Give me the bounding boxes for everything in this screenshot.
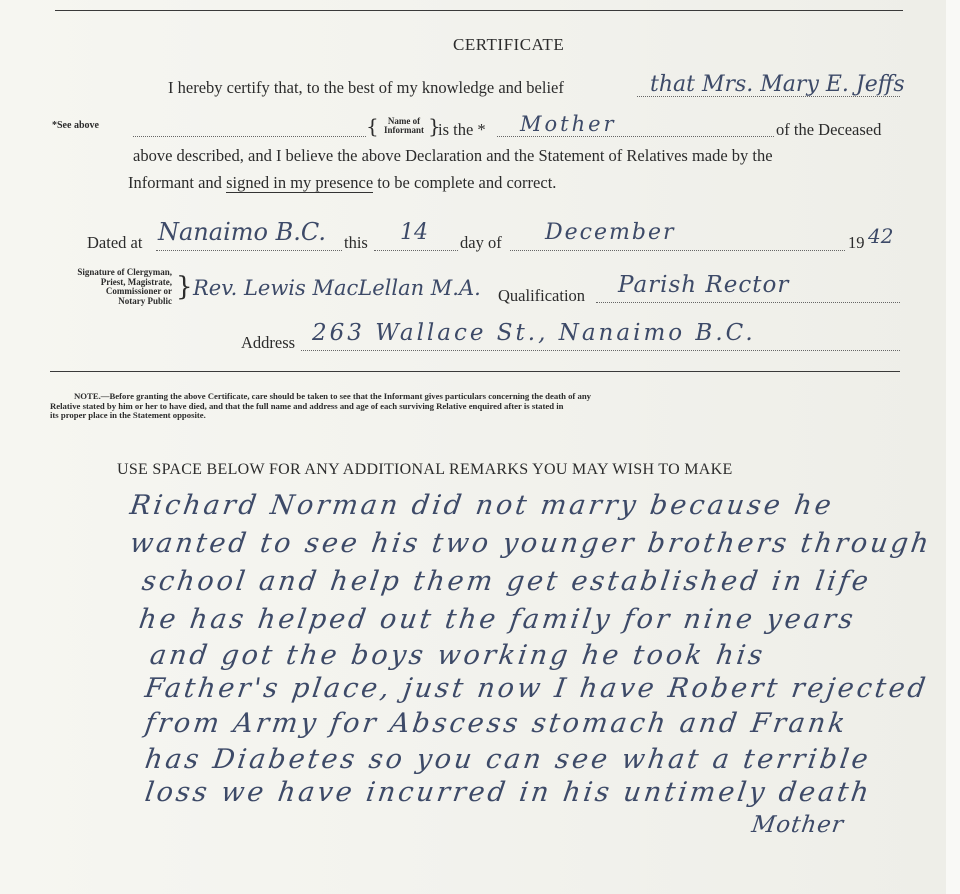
note-block bbox=[50, 392, 900, 421]
qualification-dotline bbox=[596, 302, 900, 303]
day-of-label: day of bbox=[460, 233, 502, 252]
remark-line-5: and got the boys working he took his bbox=[148, 640, 768, 671]
remark-line-7: from Army for Abscess stomach and Frank bbox=[143, 708, 850, 739]
day-dotline bbox=[374, 250, 458, 251]
dated-at-label: Dated at bbox=[87, 233, 143, 252]
relationship-handwritten: Mother bbox=[520, 112, 617, 136]
note-line-2: Relative stated by him or her to have died, and that the full name and address and age of each surviving Relative enquired after is stated in bbox=[50, 400, 564, 411]
name-of-label: Name of bbox=[387, 116, 421, 126]
this-label: this bbox=[344, 233, 368, 252]
signature-brace: } bbox=[176, 272, 193, 302]
year-printed: 19 bbox=[848, 233, 865, 252]
right-brace: } bbox=[428, 114, 441, 138]
remark-line-1: Richard Norman did not marry because he bbox=[128, 490, 837, 521]
place-handwritten: Nanaimo B.C. bbox=[158, 218, 326, 246]
day-handwritten: 14 bbox=[400, 220, 428, 245]
complete-correct-text: to be complete and correct. bbox=[377, 173, 557, 192]
year-handwritten: 42 bbox=[868, 224, 894, 248]
certify-text: I hereby certify that, to the best of my knowledge and belief bbox=[168, 78, 564, 97]
name-of-informant-label bbox=[378, 117, 430, 135]
signature-label-line2: Priest, Magistrate, bbox=[100, 276, 172, 287]
is-the-text: is the * bbox=[438, 120, 486, 139]
certificate-title: CERTIFICATE bbox=[453, 35, 565, 54]
remark-line-3: school and help them get established in life bbox=[140, 566, 874, 597]
of-deceased-text: of the Deceased bbox=[776, 120, 882, 139]
top-rule bbox=[55, 10, 903, 11]
signature-handwritten: Rev. Lewis MacLellan M.A. bbox=[193, 276, 481, 300]
note-line-1: NOTE.—Before granting the above Certificate, care should be taken to see that the Informant gives particulars concerning the death of any bbox=[74, 391, 592, 401]
qualification-label: Qualification bbox=[498, 286, 586, 305]
declaration-text: above described, and I believe the above Declaration and the Statement of Relatives made by the bbox=[133, 146, 773, 165]
place-dotline bbox=[156, 250, 342, 251]
see-above-note: *See above bbox=[52, 120, 99, 131]
remark-line-4: he has helped out the family for nine years bbox=[137, 604, 858, 635]
left-brace: { bbox=[366, 114, 379, 138]
informant-statement bbox=[128, 170, 556, 196]
signed-in-presence-text: signed in my presence bbox=[226, 173, 374, 192]
remark-signoff: Mother bbox=[750, 812, 846, 838]
name-dotline bbox=[133, 136, 366, 137]
remark-line-6: Father's place, just now I have Robert rejected bbox=[143, 673, 931, 704]
month-dotline bbox=[510, 250, 845, 251]
middle-rule bbox=[50, 371, 900, 372]
signature-label-line1: Signature of Clergyman, bbox=[77, 267, 172, 277]
note-line-3: its proper place in the Statement opposite. bbox=[50, 410, 206, 421]
address-handwritten: 263 Wallace St., Nanaimo B.C. bbox=[312, 320, 756, 346]
informant-name-handwritten: that Mrs. Mary E. Jeffs bbox=[650, 72, 905, 97]
signature-label-line4: Notary Public bbox=[118, 295, 172, 306]
remark-line-2: wanted to see his two younger brothers through bbox=[128, 528, 934, 559]
address-dotline bbox=[301, 350, 900, 351]
month-handwritten: December bbox=[545, 220, 676, 245]
informant-and-text: Informant and bbox=[128, 173, 222, 192]
signature-label bbox=[50, 268, 172, 306]
address-label: Address bbox=[241, 333, 296, 352]
remarks-heading: USE SPACE BELOW FOR ANY ADDITIONAL REMARKS YOU MAY WISH TO MAKE bbox=[117, 461, 733, 478]
signature-label-line3: Commissioner or bbox=[105, 286, 172, 296]
relationship-dotline bbox=[497, 136, 774, 137]
paper-edge bbox=[946, 0, 960, 894]
remark-line-8: has Diabetes so you can see what a terrible bbox=[143, 744, 873, 775]
informant-label: Informant bbox=[384, 125, 424, 135]
remark-line-9: loss we have incurred in his untimely death bbox=[143, 777, 874, 808]
qualification-handwritten: Parish Rector bbox=[618, 272, 790, 298]
